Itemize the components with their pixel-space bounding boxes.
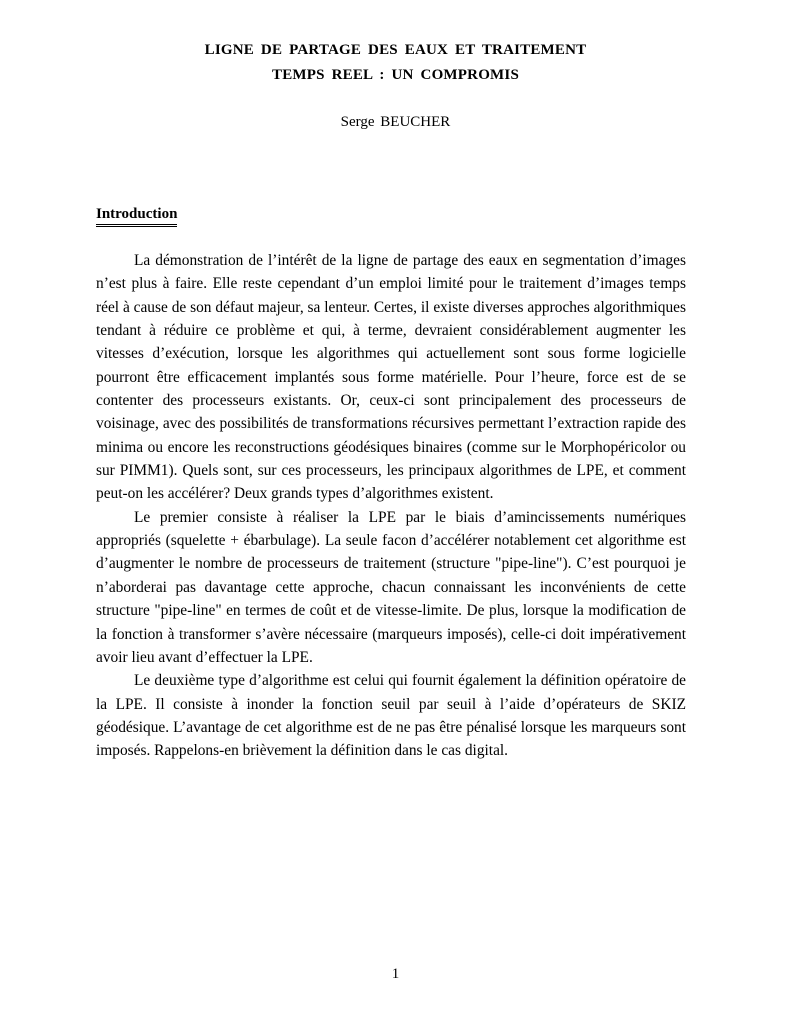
page-number: 1 <box>391 966 400 982</box>
paragraph-1: La démonstration de l’intérêt de la ligne de partage des eaux en segmentation d’images n’est plus à faire. Elle reste cependant d’un emploi limité pour le traitement d’images temps réel à cause de son défaut majeur, sa lenteur. Certes, il existe diverses approches algorithmiques tendant à réduire ce problème et qui, à terme, devraient considérablement augmenter les vitesses d’exécution, lorsque les algorithmes qui actuellement sont sous forme logicielle pourront être efficacement implantés sous forme matérielle. Pour l’heure, force est de se contenter des processeurs existants. Or, ceux-ci sont principalement des processeurs de voisinage, avec des possibilités de transformations récursives permettant l’extraction rapide des minima ou encore les reconstructions géodésiques binaires (comme sur le Morphopéricolor ou sur PIMM1). Quels sont, sur ces processeurs, les principaux algorithmes de LPE, et comment peut-on les accélérer? Deux grands types d’algorithmes existent. <box>96 252 686 503</box>
author-name: Serge BEUCHER <box>340 114 451 130</box>
section-heading-introduction: Introduction <box>96 206 177 227</box>
body-text <box>96 249 686 763</box>
title-line-2: TEMPS REEL : UN COMPROMIS <box>271 67 519 83</box>
paragraph-3: Le deuxième type d’algorithme est celui qui fournit également la définition opératoire de la LPE. Il consiste à inonder la fonction seuil par seuil à l’aide d’opérateurs de SKIZ géodésique. L’avantage de cet algorithme est de ne pas être pénalisé lorsque les marqueurs sont imposés. Rappelons-en brièvement la définition dans le cas digital. <box>96 672 686 760</box>
paragraph-2: Le premier consiste à réaliser la LPE par le biais d’amincissements numériques appropriés (squelette + ébarbulage). La seule facon d’accélérer notablement cet algorithme est d’augmenter le nombre de processeurs de traitement (structure "pipe-line"). C’est pourquoi je n’aborderai pas davantage cette approche, chacun connaissant les inconvénients de cette structure "pipe-line" en termes de coût et de vitesse-limite. De plus, lorsque la modification de la fonction à transformer s’avère nécessaire (marqueurs imposés), celle-ci doit impérativement avoir lieu avant d’effectuer la LPE. <box>96 508 686 666</box>
title-line-1: LIGNE DE PARTAGE DES EAUX ET TRAITEMENT <box>204 42 587 58</box>
